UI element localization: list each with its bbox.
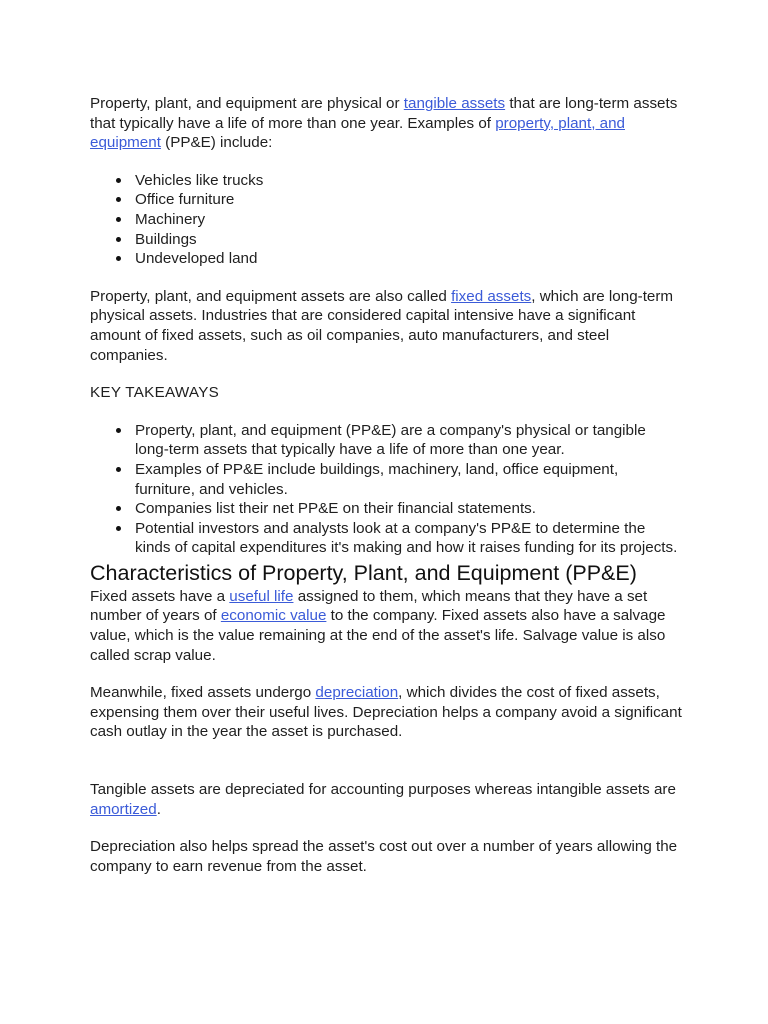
list-item: Office furniture <box>135 190 680 210</box>
para-text: , which divides the cost of fixed assets, expensing them over their useful lives. Depreciation helps a company avoid a significant cash outlay in the year the asset is purchased. <box>90 684 682 741</box>
para-text: . <box>156 800 161 818</box>
examples-list <box>90 171 690 269</box>
useful-life-paragraph <box>90 587 690 665</box>
key-takeaways-list <box>90 421 690 558</box>
tangible-assets-link[interactable]: tangible assets <box>403 95 506 112</box>
document-page <box>90 94 690 876</box>
intro-text-3: (PP&E) include: <box>160 134 273 152</box>
list-item: Potential investors and analysts look at a company's PP&E to determine the kinds of capital expenditures it's making and how it raises funding for its projects. <box>135 519 680 558</box>
amortized-paragraph <box>90 780 690 819</box>
list-item: Companies list their net PP&E on their financial statements. <box>135 499 680 519</box>
intro-text-2: that are long-term assets that typically have a life of more than one year. Examples of <box>90 95 678 132</box>
para-text: Meanwhile, fixed assets undergo <box>90 684 316 702</box>
list-item: Buildings <box>135 230 680 250</box>
list-item: Examples of PP&E include buildings, machinery, land, office equipment, furniture, and vehicles. <box>135 460 680 499</box>
revenue-paragraph: Depreciation also helps spread the asset's cost out over a number of years allowing the company to earn revenue from the asset. <box>90 838 678 875</box>
fixed-assets-paragraph <box>90 287 690 365</box>
ppe-link[interactable]: property, plant, and equipment <box>90 114 625 152</box>
fixed-assets-text-1: Property, plant, and equipment assets are also called <box>90 287 452 305</box>
fixed-assets-link[interactable]: fixed assets <box>451 287 532 305</box>
key-takeaways-heading: KEY TAKEAWAYS <box>90 384 220 402</box>
fixed-assets-text-2: , which are long-term physical assets. Industries that are considered capital intensive have a significant amount of fixed assets, such as oil companies, auto manufacturers, and steel companies. <box>90 287 674 364</box>
para-text: to the company. Fixed assets also have a salvage value, which is the value remaining at the end of the asset's life. Salvage value is also called scrap value. <box>90 607 666 664</box>
para-text: assigned to them, which means that they have a set number of years of <box>90 587 648 625</box>
depreciation-link[interactable]: depreciation <box>315 684 399 702</box>
list-item: Machinery <box>135 210 680 230</box>
characteristics-heading: Characteristics of Property, Plant, and Equipment (PP&E) <box>90 560 637 585</box>
useful-life-link[interactable]: useful life <box>229 587 294 605</box>
para-text: Fixed assets have a <box>90 587 230 605</box>
intro-text-1: Property, plant, and equipment are physical or <box>90 95 404 112</box>
economic-value-link[interactable]: economic value <box>220 607 327 625</box>
list-item: Property, plant, and equipment (PP&E) are a company's physical or tangible long-term assets that typically have a life of more than one year. <box>135 421 680 460</box>
list-item: Undeveloped land <box>135 249 680 269</box>
depreciation-paragraph <box>90 683 690 742</box>
para-text: Tangible assets are depreciated for accounting purposes whereas intangible assets are <box>90 781 676 799</box>
amortized-link[interactable]: amortized <box>90 800 157 818</box>
list-item: Vehicles like trucks <box>135 171 680 191</box>
intro-paragraph <box>90 94 690 153</box>
